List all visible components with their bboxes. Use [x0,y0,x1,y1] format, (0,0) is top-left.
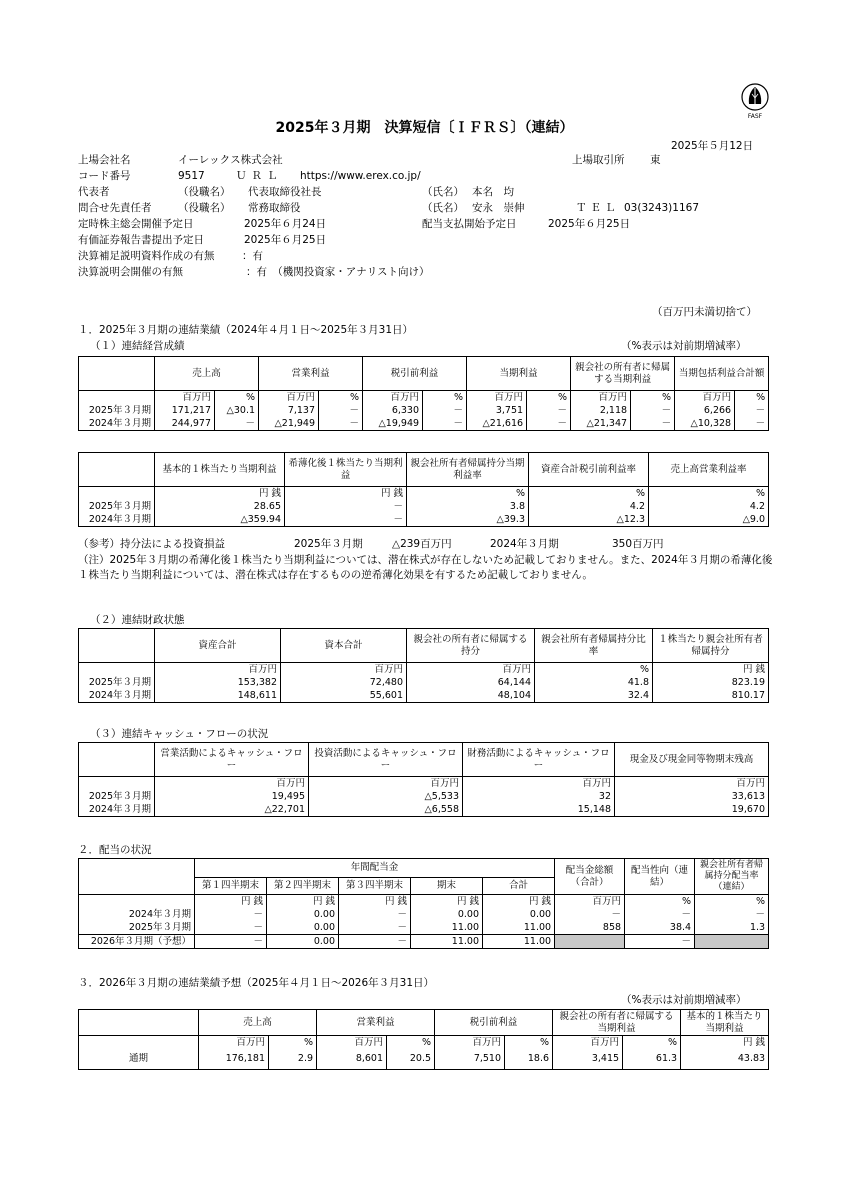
table-cell: － [555,908,625,921]
table-cell: 858 [555,921,625,935]
agm-row [78,216,631,232]
logo-text: FASF [747,113,763,120]
unit-row [79,663,769,677]
col-header: 配当性向（連結） [625,859,695,895]
per-share-table [78,452,769,527]
table-cell: － [625,908,695,921]
table-cell: 32.4 [535,689,653,703]
table-cell: 4.2 [529,500,649,513]
table-cell: 2024年３月期 [79,513,155,527]
table-cell: 円 銭 [285,487,407,501]
tel-value: 03(3243)1167 [624,202,699,214]
table-row [79,935,769,949]
table-cell: 円 銭 [155,487,285,501]
footnote: （注）2025年３月期の希薄化後１株当たり当期利益については、潜在株式が存在しないため記載しておりません。また、2024年３月期の希薄化後１株当たり当期利益については、潜在株式は存在するものの逆希薄化効果を有するため記載しておりません。 [78,554,773,581]
ref-2024-label: 2024年３月期 [490,538,559,550]
table-cell: 百万円 [155,663,281,677]
table-cell: － [215,417,259,431]
col-header: 希薄化後１株当たり当期利益 [285,453,407,487]
col-header: 投資活動によるキャッシュ・フロー [309,743,463,777]
cash-flow-table [78,742,769,817]
table-row [79,676,769,689]
tel-label: ＴＥＬ [576,202,620,214]
contact-row [78,200,699,216]
table-cell: 百万円 [309,777,463,791]
table-cell: 円 銭 [339,895,411,909]
table-cell: △21,347 [571,417,631,431]
table-cell: △359.94 [155,513,285,527]
col-header: 資本合計 [281,629,407,663]
div-start-date: 2025年６月25日 [548,218,631,230]
table-cell: 2.9 [269,1049,317,1069]
table-row [79,404,769,417]
table-row [79,513,769,527]
table-cell: 11.00 [411,921,483,935]
table-cell: △12.3 [529,513,649,527]
section3-pct-note: （%表示は対前期増減率） [621,994,747,1006]
table-cell: △6,558 [309,803,463,817]
table-cell: △19,949 [363,417,423,431]
table-cell: % [387,1036,435,1050]
table-cell: － [319,404,363,417]
unit-row [79,1036,769,1050]
table-cell: － [339,935,411,949]
table-cell: 2024年３月期 [79,908,195,921]
table-cell [695,935,769,949]
rep-name-label: （氏名） [422,186,464,198]
report-row [78,232,327,248]
col-header: 親会社所有者帰属持分当期利益率 [407,453,529,487]
meeting-value: ：有 （機関投資家・アナリスト向け） [246,266,430,278]
table-cell: － [423,417,467,431]
col-header: 売上高 [199,1010,317,1036]
ref-2024-value: 350百万円 [612,538,664,550]
table-cell: 32 [463,790,615,803]
section1-pct-note: （%表示は対前期増減率） [621,340,747,352]
table-cell: 円 銭 [267,895,339,909]
forecast-table [78,1009,769,1070]
meeting-row [78,264,430,280]
col-header: 第１四半期末 [195,878,267,895]
table-cell: － [285,513,407,527]
report-label: 有価証券報告書提出予定日 [78,234,204,246]
table-cell: % [649,487,769,501]
exchange-label: 上場取引所 [572,154,625,166]
operating-results-table [78,356,769,431]
table-cell: － [735,404,769,417]
table-cell: 百万円 [467,391,527,405]
contact-title-label: （役職名） [178,202,231,214]
table-cell: 33,613 [615,790,769,803]
table-cell: 0.00 [267,908,339,921]
table-cell: 円 銭 [195,895,267,909]
table-cell: 20.5 [387,1049,435,1069]
dividend-table [78,858,769,949]
col-header: 第３四半期末 [339,878,411,895]
table-cell: % [423,391,467,405]
contact-title: 常務取締役 [248,202,301,214]
col-header: 基本的１株当たり当期利益 [681,1010,769,1036]
table-cell: 3.8 [407,500,529,513]
table-cell: △30.1 [215,404,259,417]
col-header: 営業利益 [259,357,363,391]
table-cell: 38.4 [625,921,695,935]
col-header: 親会社所有者帰属持分比率 [535,629,653,663]
contact-label: 問合せ先責任者 [78,202,152,214]
table-cell: － [195,921,267,935]
rep-name: 本名 均 [472,186,514,198]
table-cell: % [625,895,695,909]
table-cell: 百万円 [571,391,631,405]
table-cell: － [625,935,695,949]
table-cell: 823.19 [653,676,769,689]
table-row [79,417,769,431]
table-row [79,803,769,817]
table-cell: 百万円 [675,391,735,405]
table-cell: 円 銭 [411,895,483,909]
table-cell: － [339,908,411,921]
section3-title: ３．2026年３月期の連結業績予想（2025年４月１日～2026年３月31日） [78,977,435,989]
table-cell: 7,137 [259,404,319,417]
table-cell: 153,382 [155,676,281,689]
div-start-label: 配当支払開始予定日 [422,218,517,230]
unit-row [79,391,769,405]
financial-position-table [78,628,769,703]
table-cell: △22,701 [155,803,309,817]
col-header: 現金及び現金同等物期末残高 [615,743,769,777]
col-header: 親会社の所有者に帰属する持分 [407,629,535,663]
table-cell [555,935,625,949]
url-label: ＵＲＬ [236,170,283,182]
table-cell: % [505,1036,553,1050]
document-title: 2025年３月期 決算短信〔ＩＦＲＳ〕（連結） [275,120,574,136]
table-cell: % [623,1036,681,1050]
table-cell: － [195,935,267,949]
table-cell: 百万円 [281,663,407,677]
meeting-label: 決算説明会開催の有無 [78,266,183,278]
table-row [79,921,769,935]
col-header: 税引前利益 [435,1010,553,1036]
section1-sub3: （３）連結キャッシュ・フローの状況 [90,728,269,740]
table-cell: △39.3 [407,513,529,527]
table-cell: △21,616 [467,417,527,431]
supp-row [78,248,263,264]
col-header: 営業利益 [317,1010,435,1036]
section1-title: １．2025年３月期の連結業績（2024年４月１日～2025年３月31日） [78,324,414,336]
table-cell: 43.83 [681,1049,769,1069]
col-header: 税引前利益 [363,357,467,391]
exchange-value: 東 [650,154,661,166]
unit-row [79,487,769,501]
table-cell: － [319,417,363,431]
table-cell: 百万円 [615,777,769,791]
table-cell: 15,148 [463,803,615,817]
company-row [78,152,661,168]
code-label: コード番号 [78,170,131,182]
table-cell: % [407,487,529,501]
table-cell: 2024年３月期 [79,689,155,703]
table-cell: 0.00 [411,908,483,921]
unit-note: （百万円未満切捨て） [652,306,757,318]
table-cell: 0.00 [483,908,555,921]
table-cell: 0.00 [267,921,339,935]
table-cell: 11.00 [483,935,555,949]
table-cell: % [529,487,649,501]
report-date-value: 2025年６月25日 [244,234,327,246]
table-row [79,790,769,803]
table-cell: % [735,391,769,405]
table-cell: 通期 [79,1049,199,1069]
table-cell: 176,181 [199,1049,269,1069]
ref-label: （参考）持分法による投資損益 [78,538,225,550]
col-header: 第２四半期末 [267,878,339,895]
fasf-logo [740,80,770,120]
col-header: 営業活動によるキャッシュ・フロー [155,743,309,777]
table-cell: △21,949 [259,417,319,431]
table-cell: 72,480 [281,676,407,689]
table-cell: 百万円 [259,391,319,405]
table-cell: － [423,404,467,417]
section1-sub2: （２）連結財政状態 [90,614,185,626]
table-cell: 2,118 [571,404,631,417]
company-name: イーレックス株式会社 [178,154,283,166]
table-cell: 百万円 [155,777,309,791]
table-cell: 百万円 [199,1036,269,1050]
company-label: 上場会社名 [78,154,131,166]
table-cell: 171,217 [155,404,215,417]
table-cell: 19,670 [615,803,769,817]
table-cell: % [535,663,653,677]
supp-value: ：有 [242,250,263,262]
col-header: 資産合計 [155,629,281,663]
table-cell: 4.2 [649,500,769,513]
table-cell: － [735,417,769,431]
col-header: 売上高営業利益率 [649,453,769,487]
table-cell: 28.65 [155,500,285,513]
section2-title: ２．配当の状況 [78,844,152,856]
table-cell: % [215,391,259,405]
col-header: 財務活動によるキャッシュ・フロー [463,743,615,777]
table-cell: 2024年３月期 [79,417,155,431]
table-cell: 百万円 [435,1036,505,1050]
table-cell: 7,510 [435,1049,505,1069]
table-cell: 百万円 [555,895,625,909]
representative-row [78,184,514,200]
table-cell: △5,533 [309,790,463,803]
rep-label: 代表者 [78,186,110,198]
table-cell: － [527,417,571,431]
company-url[interactable]: https://www.erex.co.jp/ [300,170,421,182]
agm-label: 定時株主総会開催予定日 [78,218,194,230]
table-row [79,500,769,513]
table-cell: 19,495 [155,790,309,803]
col-header: 期末 [411,878,483,895]
table-cell: 2025年３月期 [79,921,195,935]
table-cell: － [195,908,267,921]
table-cell: 0.00 [267,935,339,949]
col-header: １株当たり親会社所有者帰属持分 [653,629,769,663]
table-cell: 64,144 [407,676,535,689]
ref-2025-value: △239百万円 [392,538,452,550]
table-cell: － [695,908,769,921]
code-row [78,168,421,184]
table-cell: 百万円 [463,777,615,791]
table-cell: % [695,895,769,909]
table-cell: 810.17 [653,689,769,703]
table-cell: 円 銭 [681,1036,769,1050]
table-cell: % [527,391,571,405]
table-cell: 2025年３月期 [79,404,155,417]
contact-name: 安永 崇伸 [472,202,525,214]
table-cell: 円 銭 [653,663,769,677]
col-header: 当期包括利益合計額 [675,357,769,391]
table-cell: 48,104 [407,689,535,703]
agm-date: 2025年６月24日 [244,218,327,230]
table-cell: 百万円 [407,663,535,677]
table-cell: 148,611 [155,689,281,703]
col-header: 合計 [483,878,555,895]
rep-title: 代表取締役社長 [248,186,322,198]
table-cell: 8,601 [317,1049,387,1069]
table-cell: % [319,391,363,405]
table-cell: 6,330 [363,404,423,417]
table-cell: － [631,404,675,417]
contact-name-label: （氏名） [422,202,464,214]
table-cell: － [285,500,407,513]
table-cell: 1.3 [695,921,769,935]
table-cell: 41.8 [535,676,653,689]
table-row [79,689,769,703]
table-cell: 6,266 [675,404,735,417]
table-cell: 円 銭 [483,895,555,909]
table-cell: 55,601 [281,689,407,703]
row-label-header [79,357,155,391]
table-cell: 百万円 [363,391,423,405]
table-cell: 61.3 [623,1049,681,1069]
table-cell: － [339,921,411,935]
col-header: 基本的１株当たり当期利益 [155,453,285,487]
table-cell: 18.6 [505,1049,553,1069]
table-cell: 11.00 [411,935,483,949]
table-cell: 3,415 [553,1049,623,1069]
table-cell: △9.0 [649,513,769,527]
table-cell: － [527,404,571,417]
table-cell: 2025年３月期 [79,676,155,689]
table-cell: 2024年３月期 [79,803,155,817]
code-value: 9517 [178,170,205,182]
table-cell: 百万円 [155,391,215,405]
col-header: 売上高 [155,357,259,391]
rep-title-label: （役職名） [178,186,231,198]
table-cell: 2026年３月期（予想） [79,935,195,949]
annual-dividend-header: 年間配当金 [195,859,555,878]
supp-label: 決算補足説明資料作成の有無 [78,250,215,262]
unit-row [79,895,769,909]
table-cell: % [631,391,675,405]
table-cell: 11.00 [483,921,555,935]
table-cell: 244,977 [155,417,215,431]
reference-row [78,536,664,552]
table-cell: △10,328 [675,417,735,431]
col-header: 配当金総額（合計） [555,859,625,895]
table-cell: 2025年３月期 [79,790,155,803]
col-header: 親会社の所有者に帰属する当期利益 [553,1010,681,1036]
table-cell: % [269,1036,317,1050]
table-cell: 2025年３月期 [79,500,155,513]
unit-row [79,777,769,791]
table-cell: 百万円 [553,1036,623,1050]
table-row [79,908,769,921]
table-cell: 百万円 [317,1036,387,1050]
table-cell: － [631,417,675,431]
col-header: 親会社所有者帰属持分配当率（連結） [695,859,769,895]
col-header: 当期利益 [467,357,571,391]
report-date: 2025年５月12日 [671,140,754,152]
table-cell: 3,751 [467,404,527,417]
table-row [79,1049,769,1069]
section1-sub1: （１）連結経営成績 [90,340,185,352]
ref-2025-label: 2025年３月期 [294,538,363,550]
col-header: 親会社の所有者に帰属する当期利益 [571,357,675,391]
col-header: 資産合計税引前利益率 [529,453,649,487]
